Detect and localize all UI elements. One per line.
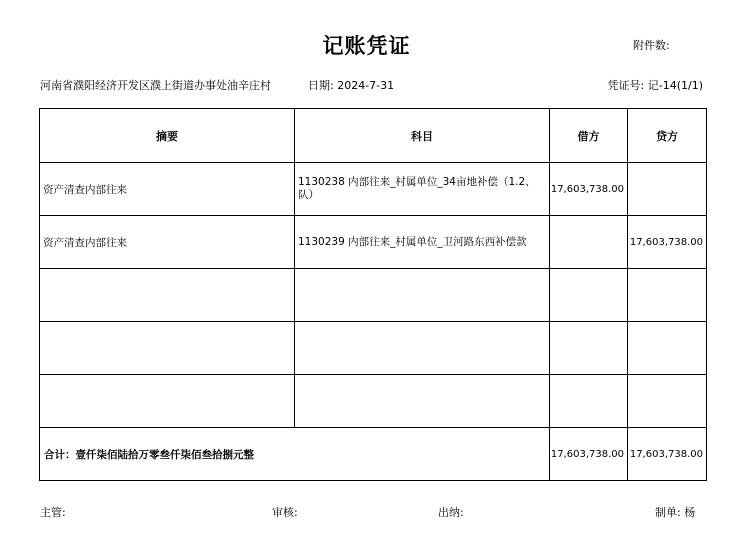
total-credit: 17,603,738.00	[628, 428, 707, 481]
account-cell	[295, 322, 550, 375]
summary-cell: 资产清查内部往来	[40, 163, 295, 216]
debit-cell	[550, 375, 628, 428]
date-label: 日期:	[308, 79, 334, 92]
debit-cell	[550, 322, 628, 375]
table-header-row	[40, 109, 707, 163]
total-debit: 17,603,738.00	[550, 428, 628, 481]
header-debit: 借方	[550, 109, 628, 163]
account-cell	[295, 375, 550, 428]
debit-cell	[550, 269, 628, 322]
total-label: 合计：壹仟柒佰陆拾万零叁仟柒佰叁拾捌元整	[40, 428, 550, 481]
header-credit: 贷方	[628, 109, 707, 163]
credit-cell	[628, 269, 707, 322]
debit-cell: 17,603,738.00	[550, 163, 628, 216]
credit-cell	[628, 322, 707, 375]
table-row	[40, 216, 707, 269]
account-cell: 1130239 内部往来_村属单位_卫河路东西补偿款	[295, 216, 550, 269]
attachments-label: 附件数:	[633, 39, 670, 52]
maker-label: 制单:	[655, 506, 681, 519]
summary-cell	[40, 375, 295, 428]
table-row	[40, 269, 707, 322]
account-cell	[295, 269, 550, 322]
credit-cell	[628, 163, 707, 216]
summary-cell	[40, 322, 295, 375]
voucher-number	[608, 77, 703, 93]
page-title: 记账凭证	[322, 34, 411, 58]
header-summary: 摘要	[40, 109, 295, 163]
credit-cell: 17,603,738.00	[628, 216, 707, 269]
maker-field	[655, 504, 695, 520]
total-row	[40, 428, 707, 481]
review-label: 审核:	[272, 506, 298, 519]
voucher-value: 记-14(1/1)	[647, 79, 703, 92]
date-value: 2024-7-31	[337, 79, 395, 92]
header-account: 科目	[295, 109, 550, 163]
organization-name: 河南省濮阳经济开发区濮上街道办事处油辛庄村	[40, 79, 271, 92]
table-row	[40, 322, 707, 375]
credit-cell	[628, 375, 707, 428]
table-row	[40, 375, 707, 428]
maker-name: 杨	[684, 506, 696, 519]
summary-cell: 资产清查内部往来	[40, 216, 295, 269]
voucher-table	[39, 108, 707, 481]
table-row	[40, 163, 707, 216]
account-cell: 1130238 内部往来_村属单位_34亩地补偿（1.2、队）	[295, 163, 550, 216]
debit-cell	[550, 216, 628, 269]
summary-cell	[40, 269, 295, 322]
supervisor-label: 主管:	[40, 506, 66, 519]
cashier-label: 出纳:	[438, 506, 464, 519]
date-field	[308, 77, 394, 93]
voucher-label: 凭证号:	[607, 79, 645, 92]
